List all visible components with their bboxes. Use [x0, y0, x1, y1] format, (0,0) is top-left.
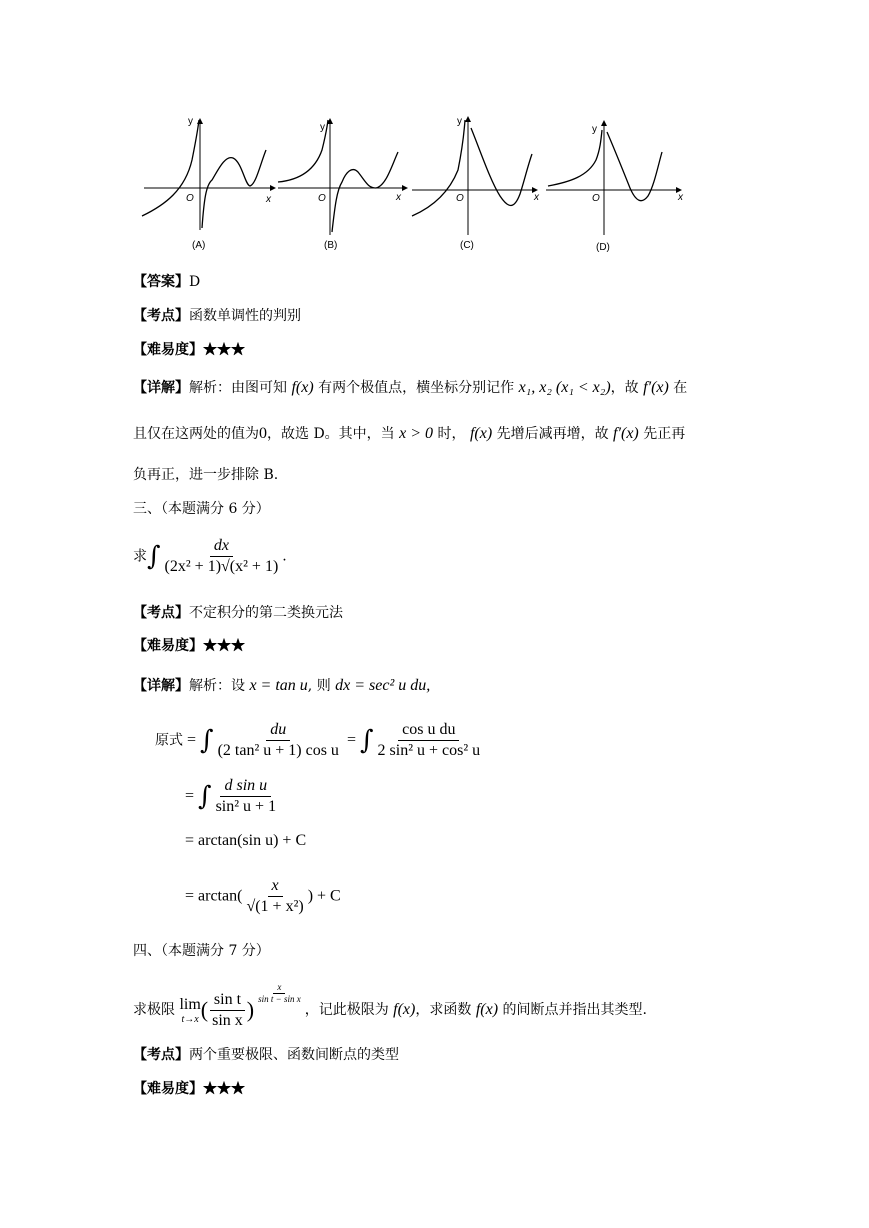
detail-text: 时， [433, 426, 470, 442]
math-fprime: f′(x) [643, 379, 669, 396]
q2-topic-line [133, 306, 301, 326]
graph-d-y-label: y [592, 124, 597, 135]
detail-text: 有两个极值点，横坐标分别记作 [313, 380, 519, 396]
detail-text: ，故选 D。其中，当 [267, 426, 400, 442]
q2-detail-line2 [133, 424, 685, 444]
period: . [282, 548, 287, 565]
math-fx: f(x) [393, 1001, 416, 1018]
graph-row [130, 110, 700, 260]
graph-d [546, 120, 684, 253]
fraction-numerator: sin t [210, 990, 245, 1011]
step1-fraction-a [214, 720, 343, 761]
graph-a-label: (A) [192, 240, 206, 251]
topic-text: 函数单调性的判别 [189, 308, 301, 324]
limit-subscript: t→x [181, 1014, 199, 1025]
graph-a-origin: O [186, 193, 194, 204]
q2-detail-line1 [133, 378, 687, 398]
limit-label: lim [179, 996, 201, 1013]
graph-d-label: (D) [596, 242, 610, 253]
step2-fraction [212, 776, 281, 817]
integral-sign: ∫ [147, 541, 161, 572]
graph-c-x-label: x [534, 192, 539, 203]
graph-c-y-label: y [457, 116, 462, 127]
q4-topic-line [133, 1045, 399, 1065]
graph-d-origin: O [592, 193, 600, 204]
fraction-denominator: (2 tan² u + 1) cos u [217, 742, 339, 759]
math-zero: 0 [259, 425, 267, 442]
detail-text: 负再正，进一步排除 B. [133, 467, 279, 483]
answer-tag: 【答案】 [133, 274, 189, 290]
step1-fraction-b [374, 720, 485, 761]
topic-tag: 【考点】 [133, 308, 189, 324]
math-condition: x > 0 [399, 425, 434, 442]
answer-value: D [189, 274, 201, 290]
exponent-numerator: x [273, 982, 285, 994]
detail-tag: 【详解】 [133, 678, 189, 694]
detail-text: 在 [668, 380, 688, 396]
math-fx: f(x) [291, 379, 314, 396]
math-x1x2: x₁, x₂ (x₁ < x₂) [518, 379, 611, 396]
detail-text: 解析：由图可知 [189, 380, 292, 396]
arctan-open: = arctan( [185, 887, 243, 905]
fraction-numerator: cos u du [398, 720, 459, 741]
detail-text: 且仅在这两处的值为 [133, 426, 259, 442]
fraction-numerator: x [268, 876, 283, 897]
detail-text: ，故 [610, 380, 644, 396]
math-fprime: f′(x) [613, 425, 639, 442]
fraction-denominator: (2x² + 1)√(x² + 1) [164, 558, 279, 575]
q3-header: 三、（本题满分 6 分） [133, 501, 270, 517]
limit [179, 995, 200, 1025]
graph-c-origin: O [456, 193, 464, 204]
fraction-denominator: √(1 + x²) [246, 898, 304, 915]
q2-difficulty-line [133, 340, 245, 360]
fraction-denominator: 2 sin² u + cos² u [377, 742, 481, 759]
integral-sign: ∫ [198, 781, 212, 812]
graph-c-label: (C) [460, 240, 474, 251]
graph-a-y-label: y [188, 116, 193, 127]
fraction-numerator: d sin u [220, 776, 271, 797]
arctan-close: ) + C [307, 887, 341, 905]
graph-b-label: (B) [324, 240, 338, 251]
math-fx: f(x) [469, 425, 493, 442]
integral-fraction [161, 536, 283, 577]
q2-answer-line [133, 272, 200, 292]
graph-a-x-label: x [266, 194, 271, 205]
detail-text: ，求函数 [415, 1002, 476, 1018]
step4-fraction [242, 876, 307, 917]
topic-tag: 【考点】 [133, 1047, 189, 1063]
graph-b [278, 118, 408, 251]
detail-text: 先增后减再增，故 [492, 426, 614, 442]
q3-step3: = arctan(sin u) + C [185, 832, 307, 849]
q4-difficulty-line [133, 1079, 245, 1099]
detail-text: 的间断点并指出其类型. [498, 1002, 647, 1018]
difficulty-tag: 【难易度】 [133, 638, 203, 654]
difficulty-stars: ★★★ [203, 1081, 245, 1097]
fraction-numerator: du [266, 720, 290, 741]
q3-problem [133, 536, 287, 577]
limit-fraction [208, 990, 247, 1031]
q4-header: 四、（本题满分 7 分） [133, 943, 270, 959]
math-substitution: x = tan u [249, 677, 308, 694]
ask-text: 求极限 [133, 1002, 180, 1018]
exponent-denominator: sin t − sin x [258, 994, 301, 1004]
fraction-numerator: dx [210, 536, 233, 557]
ask-text: 求 [133, 548, 147, 565]
graph-d-x-label: x [678, 192, 683, 203]
detail-text: , 则 [307, 678, 336, 694]
integral-sign: ∫ [200, 725, 214, 756]
q3-step4 [185, 876, 341, 917]
q2-detail-line3 [133, 465, 278, 485]
detail-text: ，记此极限为 [304, 1002, 394, 1018]
graph-a [142, 116, 276, 251]
difficulty-stars: ★★★ [203, 638, 245, 654]
graph-b-origin: O [318, 193, 326, 204]
detail-text: 先正再 [638, 426, 686, 442]
integral-sign: ∫ [359, 725, 374, 756]
detail-text: 解析：设 [189, 678, 250, 694]
math-dx: dx = sec² u du, [335, 677, 431, 694]
limit-exponent [254, 982, 305, 1005]
topic-text: 两个重要极限、函数间断点的类型 [189, 1047, 399, 1063]
difficulty-stars: ★★★ [203, 342, 245, 358]
fraction-denominator: sin² u + 1 [215, 798, 277, 815]
q4-problem: 求极限 lim t→x ( $\frac{\text{sin t}}{\text{sin x}}$ ) $\frac{x}{\text{sin t − sin x}}$ ，记此极限为 f(x)，求函数 f(x) 的间断点并指出其类型. [133, 982, 647, 1029]
graph-b-y-label: y [320, 122, 325, 133]
graph-c [412, 116, 540, 251]
graph-b-x-label: x [396, 192, 401, 203]
q3-topic-line [133, 603, 343, 623]
topic-text: 不定积分的第二类换元法 [189, 605, 343, 621]
difficulty-tag: 【难易度】 [133, 342, 203, 358]
topic-tag: 【考点】 [133, 605, 189, 621]
q3-detail-line [133, 676, 430, 696]
detail-tag: 【详解】 [133, 380, 189, 396]
math-fx: f(x) [475, 1001, 499, 1018]
q3-step2: = ∫ $\frac{\text{d sin u}}{\text{sin² u + 1}}$ [185, 776, 280, 817]
q3-difficulty-line [133, 636, 245, 656]
original-label: 原式 [155, 732, 183, 749]
difficulty-tag: 【难易度】 [133, 1081, 203, 1097]
fraction-denominator: sin x [212, 1011, 243, 1029]
q3-step1: 原式 = ∫ $\frac{du}{\text{(2 tan² u + 1) cos u}}$ = ∫ $\frac{\text{cos u du}}{\text{2 sin² u + cos² u}}$ [155, 720, 484, 761]
